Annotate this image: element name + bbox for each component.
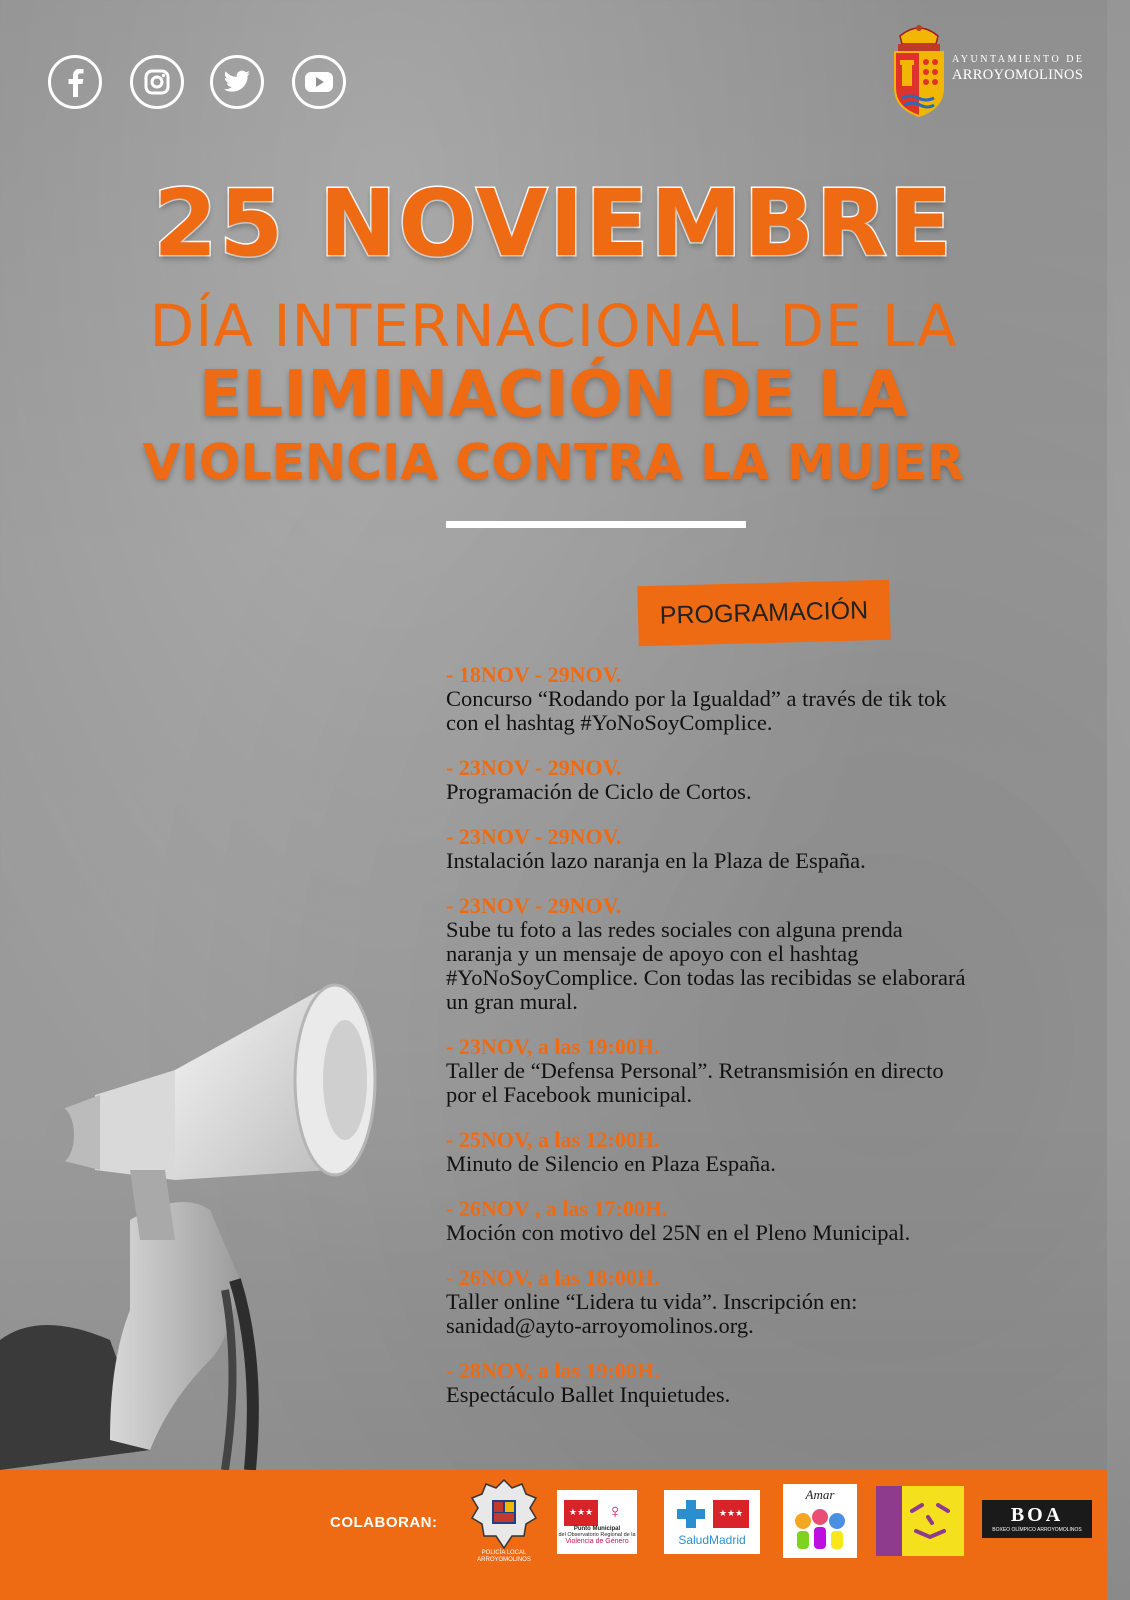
event-text: Taller de “Defensa Personal”. Retransmisión en directo	[446, 1058, 944, 1083]
facebook-icon[interactable]	[48, 55, 102, 109]
social-icons	[48, 55, 346, 109]
programacion-label	[637, 580, 890, 647]
title-line4: VIOLENCIA CONTRA LA MUJER	[142, 434, 965, 491]
arroyomolinos-crest	[890, 22, 948, 118]
event-text: un gran mural.	[446, 989, 578, 1014]
salud-madrid-text: SaludMadrid	[678, 1532, 746, 1547]
event-item	[446, 663, 1086, 735]
event-text: Espectáculo Ballet Inquietudes.	[446, 1382, 731, 1407]
event-text: Moción con motivo del 25N en el Pleno Municipal.	[446, 1220, 911, 1245]
event-text: naranja y un mensaje de apoyo con el hashtag	[446, 941, 859, 966]
instagram-icon[interactable]	[130, 55, 184, 109]
event-item	[446, 1035, 1086, 1107]
event-item	[446, 1266, 1086, 1338]
punto-municipal-line1: Punto Municipal	[573, 1525, 621, 1532]
amar-logo	[783, 1484, 857, 1558]
divider	[446, 521, 746, 528]
asociacion-logo-band	[876, 1486, 902, 1556]
megaphone-illustration	[0, 980, 430, 1470]
amar-children-illustration	[789, 1503, 851, 1551]
youtube-icon[interactable]	[292, 55, 346, 109]
event-date: - 26NOV , a las 17:00H.	[446, 1196, 668, 1221]
event-date: - 18NOV - 29NOV.	[446, 662, 622, 687]
colaboran-label: COLABORAN:	[330, 1514, 438, 1531]
event-item	[446, 825, 1086, 873]
comunidad-madrid-stars: ★★★	[564, 1500, 598, 1526]
title-line2: DÍA INTERNACIONAL DE LA	[149, 292, 958, 360]
salud-cross-icon	[675, 1498, 707, 1530]
event-date: - 23NOV - 29NOV.	[446, 824, 622, 849]
salud-madrid-logo	[664, 1490, 760, 1554]
event-text: Instalación lazo naranja en la Plaza de España.	[446, 848, 866, 873]
event-list	[446, 663, 1086, 1428]
event-date: - 23NOV - 29NOV.	[446, 755, 622, 780]
policia-local-text: POLICÍA LOCAL ARROYOMOLINOS	[477, 1550, 531, 1563]
policia-local-logo	[470, 1478, 538, 1566]
event-text: Programación de Ciclo de Cortos.	[446, 779, 752, 804]
event-text: Taller online “Lidera tu vida”. Inscripción en:	[446, 1289, 858, 1314]
event-text: Sube tu foto a las redes sociales con alguna prenda	[446, 917, 903, 942]
event-item	[446, 1359, 1086, 1407]
punto-municipal-line3: Violencia de Género	[565, 1538, 629, 1546]
venus-icon: ♀	[607, 1501, 623, 1524]
ayuntamiento-line2: ARROYOMOLINOS	[952, 67, 1084, 83]
title-date: 25 NOVIEMBRE	[153, 170, 954, 277]
punto-municipal-mark	[564, 1500, 630, 1526]
event-text: Concurso “Rodando por la Igualdad” a través de tik tok	[446, 686, 947, 711]
event-text: Minuto de Silencio en Plaza España.	[446, 1151, 776, 1176]
punto-municipal-line2: del Observatorio Regional de la	[558, 1532, 636, 1539]
ayuntamiento-label	[952, 55, 1085, 83]
event-item	[446, 1197, 1086, 1245]
ayuntamiento-line1: AYUNTAMIENTO DE	[952, 54, 1085, 65]
asociacion-logo	[876, 1486, 964, 1556]
event-item	[446, 1128, 1086, 1176]
boa-text: BOA	[1010, 1504, 1064, 1526]
boa-logo	[982, 1500, 1092, 1538]
punto-municipal-logo	[557, 1490, 637, 1554]
event-date: - 23NOV - 29NOV.	[446, 893, 622, 918]
title-line3: ELIMINACIÓN DE LA	[198, 358, 909, 432]
event-text: con el hashtag #YoNoSoyComplice.	[446, 710, 773, 735]
event-date: - 23NOV, a las 19:00H.	[446, 1034, 660, 1059]
event-text: #YoNoSoyComplice. Con todas las recibidas se elaborará	[446, 965, 966, 990]
event-item	[446, 756, 1086, 804]
boa-subtext: BOXEO OLÍMPICO ARROYOMOLINOS	[992, 1527, 1082, 1533]
event-date: - 25NOV, a las 12:00H.	[446, 1127, 660, 1152]
event-text: sanidad@ayto-arroyomolinos.org.	[446, 1313, 754, 1338]
amar-text: Amar	[805, 1487, 835, 1502]
programacion-text: PROGRAMACIÓN	[659, 595, 869, 630]
twitter-icon[interactable]	[210, 55, 264, 109]
comunidad-madrid-stars: ★★★	[713, 1500, 749, 1528]
asociacion-logo-symbol	[902, 1491, 958, 1551]
event-text: por el Facebook municipal.	[446, 1082, 693, 1107]
event-date: - 26NOV, a las 18:00H.	[446, 1265, 660, 1290]
event-date: - 28NOV, a las 19:00H.	[446, 1358, 660, 1383]
event-item	[446, 894, 1086, 1014]
salud-madrid-mark	[675, 1498, 749, 1530]
